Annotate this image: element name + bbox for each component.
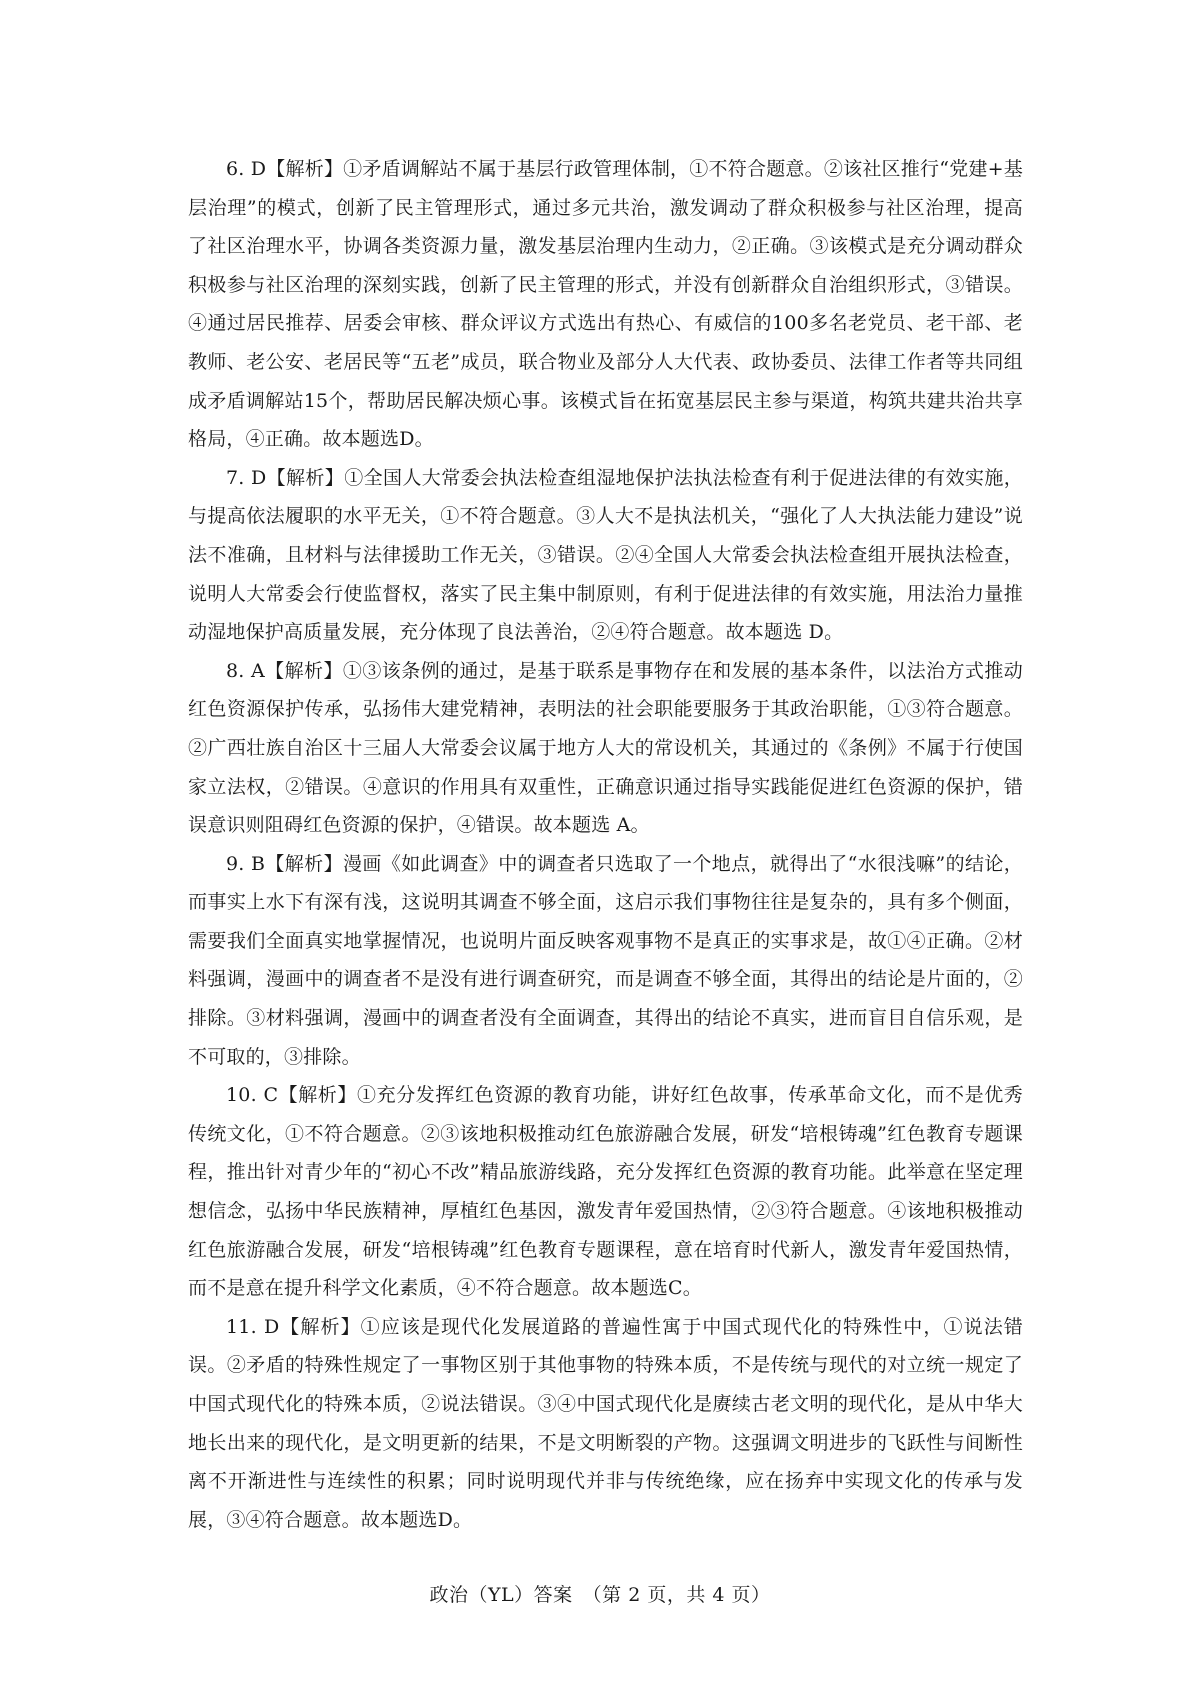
answer-item-9: 9. B【解析】漫画《如此调查》中的调查者只选取了一个地点，就得出了“水很浅嘛”的结论，而事实上水下有深有浅，这说明其调查不够全面，这启示我们事物往往是复杂的，具有多个侧面，需要我们全面真实地掌握情况，也说明片面反映客观事物不是真正的实事求是，故①④正确。②材料强调，漫画中的调查者不是没有进行调查研究，而是调查不够全面，其得出的结论是片面的，②排除。③材料强调，漫画中的调查者没有全面调查，其得出的结论不真实，进而盲目自信乐观，是不可取的，③排除。: [188, 852, 1023, 1068]
answer-item-6: 6. D【解析】①矛盾调解站不属于基层行政管理体制，①不符合题意。②该社区推行“党建+基层治理”的模式，创新了民主管理形式，通过多元共治，激发调动了群众积极参与社区治理，提高了社区治理水平，协调各类资源力量，激发基层治理内生动力，②正确。③该模式是充分调动群众积极参与社区治理的深刻实践，创新了民主管理的形式，并没有创新群众自治组织形式，③错误。④通过居民推荐、居委会审核、群众评议方式选出有热心、有威信的100多名老党员、老干部、老教师、老公安、老居民等“五老”成员，联合物业及部分人大代表、政协委员、法律工作者等共同组成矛盾调解站15个，帮助居民解决烦心事。该模式旨在拓宽基层民主参与渠道，构筑共建共治共享格局，④正确。故本题选D。: [188, 158, 1023, 451]
answer-item-7: 7. D【解析】①全国人大常委会执法检查组湿地保护法执法检查有利于促进法律的有效实施，与提高依法履职的水平无关，①不符合题意。③人大不是执法机关，“强化了人大执法能力建设”说法不准确，且材料与法律援助工作无关，③错误。②④全国人大常委会执法检查组开展执法检查，说明人大常委会行使监督权，落实了民主集中制原则，有利于促进法律的有效实施，用法治力量推动湿地保护高质量发展，充分体现了良法善治，②④符合题意。故本题选 D。: [188, 466, 1023, 644]
answer-item-11: 11. D【解析】①应该是现代化发展道路的普遍性寓于中国式现代化的特殊性中，①说法错误。②矛盾的特殊性规定了一事物区别于其他事物的特殊本质，不是传统与现代的对立统一规定了中国式现代化的特殊本质，②说法错误。③④中国式现代化是赓续古老文明的现代化，是从中华大地长出来的现代化，是文明更新的结果，不是文明断裂的产物。这强调文明进步的飞跃性与间断性离不开渐进性与连续性的积累；同时说明现代并非与传统绝缘，应在扬弃中实现文化的传承与发展，③④符合题意。故本题选D。: [188, 1315, 1023, 1531]
answer-item-8: 8. A【解析】①③该条例的通过，是基于联系是事物存在和发展的基本条件，以法治方式推动红色资源保护传承，弘扬伟大建党精神，表明法的社会职能要服务于其政治职能，①③符合题意。②广西壮族自治区十三届人大常委会议属于地方人大的常设机关，其通过的《条例》不属于行使国家立法权，②错误。④意识的作用具有双重性，正确意识通过指导实践能促进红色资源的保护，错误意识则阻碍红色资源的保护，④错误。故本题选 A。: [188, 659, 1023, 837]
page-footer: 政治（YL）答案 （第 2 页，共 4 页）: [429, 1584, 771, 1606]
answer-list: [188, 150, 1023, 1539]
answer-item-10: 10. C【解析】①充分发挥红色资源的教育功能，讲好红色故事，传承革命文化，而不是优秀传统文化，①不符合题意。②③该地积极推动红色旅游融合发展，研发“培根铸魂”红色教育专题课程，推出针对青少年的“初心不改”精品旅游线路，充分发挥红色资源的教育功能。此举意在坚定理想信念，弘扬中华民族精神，厚植红色基因，激发青年爱国热情，②③符合题意。④该地积极推动红色旅游融合发展，研发“培根铸魂”红色教育专题课程，意在培育时代新人，激发青年爱国热情，而不是意在提升科学文化素质，④不符合题意。故本题选C。: [188, 1084, 1023, 1300]
